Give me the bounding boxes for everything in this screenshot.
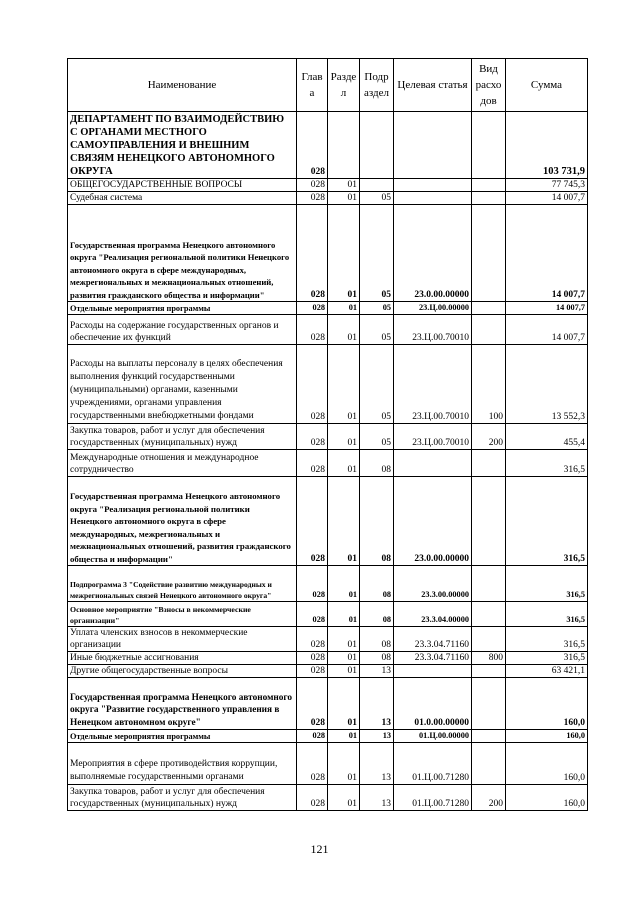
row-vid bbox=[472, 179, 506, 192]
header-name: Наименование bbox=[68, 59, 297, 112]
row-name: Государственная программа Ненецкого автономного округа "Развитие государственного управления в Ненецком автономном округе" bbox=[68, 678, 297, 730]
row-podrazdel: 08 bbox=[360, 627, 394, 652]
row-celevaya: 01.0.00.00000 bbox=[394, 678, 472, 730]
row-glava: 028 bbox=[297, 477, 328, 566]
row-glava: 028 bbox=[297, 424, 328, 450]
table-row bbox=[68, 205, 588, 302]
row-vid bbox=[472, 566, 506, 602]
row-celevaya: 01.Ц.00.71280 bbox=[394, 743, 472, 785]
row-podrazdel: 05 bbox=[360, 424, 394, 450]
row-name: Мероприятия в сфере противодействия коррупции, выполняемые государственными органами bbox=[68, 743, 297, 785]
row-vid bbox=[472, 112, 506, 179]
row-vid bbox=[472, 665, 506, 678]
row-podrazdel: 13 bbox=[360, 730, 394, 743]
row-summa: 316,5 bbox=[506, 450, 588, 477]
row-celevaya: 23.3.04.00000 bbox=[394, 602, 472, 627]
row-summa: 14 007,7 bbox=[506, 192, 588, 205]
row-glava: 028 bbox=[297, 730, 328, 743]
row-vid bbox=[472, 602, 506, 627]
row-razdel bbox=[328, 112, 360, 179]
row-razdel: 01 bbox=[328, 730, 360, 743]
row-celevaya: 23.Ц.00.70010 bbox=[394, 345, 472, 424]
row-razdel: 01 bbox=[328, 678, 360, 730]
row-podrazdel: 08 bbox=[360, 602, 394, 627]
row-name: Другие общегосударственные вопросы bbox=[68, 665, 297, 678]
row-celevaya: 23.0.00.00000 bbox=[394, 205, 472, 302]
row-podrazdel: 08 bbox=[360, 566, 394, 602]
table-row bbox=[68, 743, 588, 785]
row-glava: 028 bbox=[297, 665, 328, 678]
row-podrazdel: 05 bbox=[360, 345, 394, 424]
row-celevaya bbox=[394, 112, 472, 179]
table-row bbox=[68, 450, 588, 477]
row-vid bbox=[472, 205, 506, 302]
row-vid bbox=[472, 627, 506, 652]
row-podrazdel: 08 bbox=[360, 652, 394, 665]
row-razdel: 01 bbox=[328, 627, 360, 652]
row-summa: 316,5 bbox=[506, 627, 588, 652]
row-celevaya: 23.3.04.71160 bbox=[394, 627, 472, 652]
row-celevaya: 01.Ц.00.71280 bbox=[394, 785, 472, 811]
row-glava: 028 bbox=[297, 602, 328, 627]
table-row bbox=[68, 730, 588, 743]
row-podrazdel: 05 bbox=[360, 192, 394, 205]
table-row bbox=[68, 665, 588, 678]
row-summa: 13 552,3 bbox=[506, 345, 588, 424]
row-podrazdel: 13 bbox=[360, 743, 394, 785]
row-razdel: 01 bbox=[328, 477, 360, 566]
row-glava: 028 bbox=[297, 627, 328, 652]
header-podrazdel: Подр аздел bbox=[360, 59, 394, 112]
row-razdel: 01 bbox=[328, 665, 360, 678]
table-row bbox=[68, 424, 588, 450]
row-name: ДЕПАРТАМЕНТ ПО ВЗАИМОДЕЙСТВИЮ С ОРГАНАМИ МЕСТНОГО САМОУПРАВЛЕНИЯ И ВНЕШНИМ СВЯЗЯМ НЕНЕЦКОГО АВТОНОМНОГО ОКРУГА bbox=[68, 112, 297, 179]
table-row bbox=[68, 566, 588, 602]
row-celevaya: 23.3.04.71160 bbox=[394, 652, 472, 665]
row-summa: 14 007,7 bbox=[506, 302, 588, 315]
row-glava: 028 bbox=[297, 302, 328, 315]
header-celevaya-statya: Целевая статья bbox=[394, 59, 472, 112]
row-summa: 316,5 bbox=[506, 477, 588, 566]
row-vid bbox=[472, 477, 506, 566]
budget-table bbox=[67, 58, 588, 811]
table-row bbox=[68, 302, 588, 315]
row-razdel: 01 bbox=[328, 315, 360, 345]
row-glava: 028 bbox=[297, 192, 328, 205]
header-summa: Сумма bbox=[506, 59, 588, 112]
row-razdel: 01 bbox=[328, 743, 360, 785]
row-summa: 160,0 bbox=[506, 730, 588, 743]
row-celevaya: 23.Ц.00.70010 bbox=[394, 424, 472, 450]
row-name: Отдельные мероприятия программы bbox=[68, 730, 297, 743]
row-vid bbox=[472, 730, 506, 743]
row-glava: 028 bbox=[297, 652, 328, 665]
row-celevaya bbox=[394, 179, 472, 192]
row-glava: 028 bbox=[297, 345, 328, 424]
row-podrazdel: 13 bbox=[360, 678, 394, 730]
row-summa: 14 007,7 bbox=[506, 315, 588, 345]
row-glava: 028 bbox=[297, 112, 328, 179]
row-vid bbox=[472, 302, 506, 315]
row-celevaya: 23.0.00.00000 bbox=[394, 477, 472, 566]
row-razdel: 01 bbox=[328, 785, 360, 811]
table-row bbox=[68, 785, 588, 811]
table-row bbox=[68, 627, 588, 652]
row-podrazdel: 05 bbox=[360, 205, 394, 302]
row-podrazdel: 08 bbox=[360, 477, 394, 566]
row-summa: 103 731,9 bbox=[506, 112, 588, 179]
row-razdel: 01 bbox=[328, 566, 360, 602]
row-vid: 800 bbox=[472, 652, 506, 665]
row-vid bbox=[472, 678, 506, 730]
row-celevaya: 23.3.00.00000 bbox=[394, 566, 472, 602]
row-vid bbox=[472, 315, 506, 345]
page-number: 121 bbox=[310, 842, 329, 856]
row-summa: 77 745,3 bbox=[506, 179, 588, 192]
row-celevaya: 23.Ц.00.00000 bbox=[394, 302, 472, 315]
row-celevaya bbox=[394, 192, 472, 205]
row-name: Судебная система bbox=[68, 192, 297, 205]
row-glava: 028 bbox=[297, 678, 328, 730]
row-summa: 160,0 bbox=[506, 743, 588, 785]
row-glava: 028 bbox=[297, 743, 328, 785]
table-header-row bbox=[68, 59, 588, 112]
row-glava: 028 bbox=[297, 315, 328, 345]
row-podrazdel: 08 bbox=[360, 450, 394, 477]
row-summa: 316,5 bbox=[506, 602, 588, 627]
row-vid: 200 bbox=[472, 424, 506, 450]
row-summa: 160,0 bbox=[506, 785, 588, 811]
row-razdel: 01 bbox=[328, 450, 360, 477]
row-summa: 63 421,1 bbox=[506, 665, 588, 678]
table-row bbox=[68, 678, 588, 730]
row-glava: 028 bbox=[297, 179, 328, 192]
row-name: Государственная программа Ненецкого автономного округа "Реализация региональной политики Ненецкого автономного округа в сфере международных, межрегиональных и межнациональных отношений, развития гражданского общества и информации" bbox=[68, 477, 297, 566]
row-glava: 028 bbox=[297, 566, 328, 602]
row-vid bbox=[472, 192, 506, 205]
row-name: ОБЩЕГОСУДАРСТВЕННЫЕ ВОПРОСЫ bbox=[68, 179, 297, 192]
row-celevaya: 23.Ц.00.70010 bbox=[394, 315, 472, 345]
row-podrazdel bbox=[360, 112, 394, 179]
row-summa: 14 007,7 bbox=[506, 205, 588, 302]
row-razdel: 01 bbox=[328, 652, 360, 665]
row-summa: 316,5 bbox=[506, 566, 588, 602]
table-row bbox=[68, 112, 588, 179]
table-row bbox=[68, 345, 588, 424]
table-row bbox=[68, 192, 588, 205]
row-vid bbox=[472, 450, 506, 477]
row-podrazdel: 05 bbox=[360, 315, 394, 345]
header-vid-rashodov: Вид расхо дов bbox=[472, 59, 506, 112]
row-name: Отдельные мероприятия программы bbox=[68, 302, 297, 315]
row-name: Государственная программа Ненецкого автономного округа "Реализация региональной политики Ненецкого автономного округа в сфере международных, межрегиональных и межнациональных отношений, развития гражданского общества и информации" bbox=[68, 205, 297, 302]
header-razdel: Разде л bbox=[328, 59, 360, 112]
row-podrazdel: 13 bbox=[360, 665, 394, 678]
table-row bbox=[68, 477, 588, 566]
row-name: Иные бюджетные ассигнования bbox=[68, 652, 297, 665]
row-vid: 100 bbox=[472, 345, 506, 424]
row-name: Закупка товаров, работ и услуг для обеспечения государственных (муниципальных) нужд bbox=[68, 424, 297, 450]
row-razdel: 01 bbox=[328, 345, 360, 424]
row-vid: 200 bbox=[472, 785, 506, 811]
row-vid bbox=[472, 743, 506, 785]
row-podrazdel: 13 bbox=[360, 785, 394, 811]
row-podrazdel: 05 bbox=[360, 302, 394, 315]
row-name: Подпрограмма 3 "Содействие развитию международных и межрегиональных связей Ненецкого автономного округа" bbox=[68, 566, 297, 602]
row-podrazdel bbox=[360, 179, 394, 192]
row-name: Закупка товаров, работ и услуг для обеспечения государственных (муниципальных) нужд bbox=[68, 785, 297, 811]
row-name: Международные отношения и международное сотрудничество bbox=[68, 450, 297, 477]
row-glava: 028 bbox=[297, 785, 328, 811]
row-razdel: 01 bbox=[328, 424, 360, 450]
row-razdel: 01 bbox=[328, 302, 360, 315]
row-glava: 028 bbox=[297, 450, 328, 477]
row-name: Расходы на содержание государственных органов и обеспечение их функций bbox=[68, 315, 297, 345]
row-summa: 160,0 bbox=[506, 678, 588, 730]
row-summa: 455,4 bbox=[506, 424, 588, 450]
row-name: Уплата членских взносов в некоммерческие организации bbox=[68, 627, 297, 652]
row-name: Основное мероприятие "Взносы в некоммерческие организации" bbox=[68, 602, 297, 627]
table-row bbox=[68, 179, 588, 192]
row-razdel: 01 bbox=[328, 602, 360, 627]
table-row bbox=[68, 652, 588, 665]
table-row bbox=[68, 315, 588, 345]
row-celevaya: 01.Ц.00.00000 bbox=[394, 730, 472, 743]
table-row bbox=[68, 602, 588, 627]
row-razdel: 01 bbox=[328, 179, 360, 192]
row-celevaya bbox=[394, 450, 472, 477]
row-name: Расходы на выплаты персоналу в целях обеспечения выполнения функций государственными (муниципальными) органами, казенными учреждениями, органами управления государственными внебюджетными фондами bbox=[68, 345, 297, 424]
row-summa: 316,5 bbox=[506, 652, 588, 665]
row-razdel: 01 bbox=[328, 205, 360, 302]
row-glava: 028 bbox=[297, 205, 328, 302]
row-razdel: 01 bbox=[328, 192, 360, 205]
row-celevaya bbox=[394, 665, 472, 678]
header-glava: Глав а bbox=[297, 59, 328, 112]
